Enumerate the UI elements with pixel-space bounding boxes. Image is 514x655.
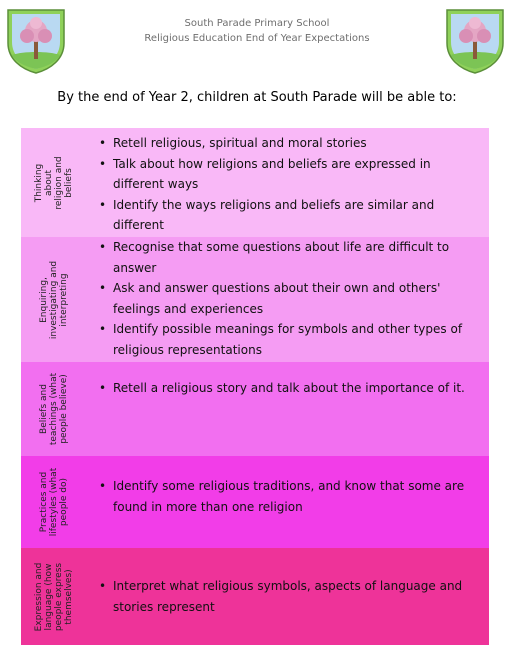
list-item: • Identify the ways religions and beliefs are similar and different [95,195,481,236]
list-item: • Interpret what religious symbols, aspects of language and stories represent [95,576,481,617]
table-row [21,548,489,645]
row-content-cell [87,548,489,645]
row-label: Thinking about religion and beliefs [34,155,74,210]
list-item: • Identify possible meanings for symbols and other types of religious representations [95,319,481,360]
list-item: • Ask and answer questions about their own and others' feelings and experiences [95,278,481,319]
list-item: • Retell religious, spiritual and moral stories [95,133,481,154]
intro-heading: By the end of Year 2, children at South Parade will be able to: [57,90,457,105]
table-row [21,237,489,362]
row-label: Practices and lifestyles (what people do) [39,467,69,537]
table-row [21,128,489,237]
row-label-cell [21,128,87,237]
bullet-list [95,576,481,617]
list-item: • Retell a religious story and talk about the importance of it. [95,378,481,399]
row-label: Beliefs and teachings (what people believe) [39,372,69,446]
row-label-cell [21,456,87,548]
row-label: Enquiring, investigating and interpreting [39,260,69,339]
expectations-table [21,128,489,645]
row-content-cell [87,237,489,362]
table-row [21,362,489,456]
row-label-cell [21,237,87,362]
row-content-cell [87,456,489,548]
row-label-cell [21,548,87,645]
list-item: • Recognise that some questions about life are difficult to answer [95,237,481,278]
table-row [21,456,489,548]
row-label-cell [21,362,87,456]
list-item: • Identify some religious traditions, and know that some are found in more than one religion [95,476,481,517]
school-name: South Parade Primary School [184,18,330,29]
document-title: Religious Education End of Year Expectations [144,33,370,44]
bullet-list [95,237,481,360]
bullet-list [95,476,481,517]
bullet-list [95,133,481,236]
list-item: • Talk about how religions and beliefs are expressed in different ways [95,154,481,195]
bullet-list [95,378,481,399]
row-content-cell [87,362,489,456]
row-content-cell [87,128,489,237]
row-label: Expression and language (how people express themselves) [34,562,74,631]
page-header [0,0,514,80]
